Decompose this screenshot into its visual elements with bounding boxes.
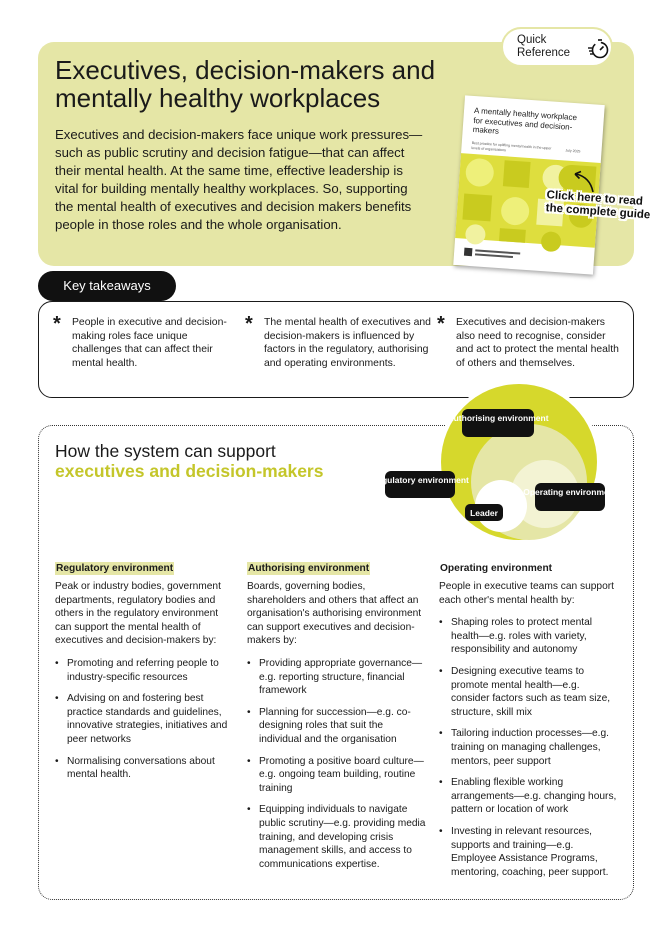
list-item: • Designing executive teams to promote mental health—e.g. consider factors such as team size, structure, skill mix: [439, 665, 619, 719]
guide-cover-date: July 2025: [565, 148, 581, 154]
environment-diagram: [371, 380, 665, 550]
intro-paragraph: Executives and decision-makers face unique work pressures—such as public scrutiny and decision fatigue—that can affect their mental health. At the same time, effective leadership is vital for building mentally healthy workplaces. So, supporting the mental health of executives and decision makers benefits people in those roles and the whole organisation.: [55, 127, 423, 232]
takeaway-item: People in executive and decision-making roles face unique challenges that can affect their mental health.: [72, 317, 227, 369]
list-item: • Investing in relevant resources, supports and training—e.g. Employee Assistance Programs, mentoring, coaching, peer support.: [439, 825, 619, 879]
diagram-label-regulatory: Regulatory environment: [371, 475, 469, 485]
guide-cover-logo: [464, 248, 524, 260]
authorising-column: [247, 562, 427, 879]
page-title: Executives, decision-makers and mentally healthy workplaces: [55, 55, 436, 113]
list-item: • Tailoring induction processes—e.g. training on managing challenges, mentors, peer support: [439, 727, 619, 768]
read-guide-link[interactable]: Click here to read the complete guide: [545, 189, 651, 222]
takeaway-item: Executives and decision-makers also need to recognise, consider and act to protect the mental health of others and themselves.: [456, 317, 619, 369]
list-item: • Enabling flexible working arrangements—e.g. changing hours, pattern or location of work: [439, 776, 619, 817]
list-item: • Advising on and fostering best practice standards and guidelines, innovative strategies, initiatives and peer networks: [55, 692, 235, 746]
bullet-list: [439, 616, 619, 879]
list-item: • Promoting a positive board culture—e.g. ongoing team building, routine training: [247, 755, 427, 796]
quick-reference-badge: [501, 27, 613, 67]
diagram-label-authorising: Authorising environment: [447, 413, 549, 423]
column-heading: Regulatory environment: [56, 563, 174, 574]
regulatory-column: [55, 562, 235, 790]
guide-cover-subtitle: Best practice for uplifting mental health in the upper levels of organisations: [471, 140, 552, 152]
column-intro: People in executive teams can support each other's mental health by:: [439, 581, 614, 606]
asterisk-icon: *: [53, 313, 61, 335]
diagram-label-leader: Leader: [470, 508, 498, 518]
list-item: • Shaping roles to protect mental health—e.g. roles with variety, responsibility and autonomy: [439, 616, 619, 657]
asterisk-icon: *: [437, 313, 445, 335]
bullet-list: [55, 657, 235, 782]
column-heading: Authorising environment: [248, 563, 370, 574]
operating-column: [439, 562, 619, 887]
quick-reference-label: Quick Reference: [517, 34, 571, 59]
list-item: • Planning for succession—e.g. co-designing roles that suit the individual and the organisation: [247, 706, 427, 747]
list-item: • Promoting and referring people to industry-specific resources: [55, 657, 235, 684]
column-intro: Peak or industry bodies, government departments, regulatory bodies and others in the regulatory environment can support the mental health of executives and decision-makers by:: [55, 581, 221, 647]
list-item: • Normalising conversations about mental health.: [55, 755, 235, 782]
section-subtitle: executives and decision-makers: [55, 461, 324, 481]
stopwatch-icon: [587, 36, 611, 60]
column-intro: Boards, governing bodies, shareholders and others that affect an organisation's authorising environment can support executives and decision-makers by:: [247, 581, 422, 647]
section-title: How the system can support: [55, 441, 276, 461]
takeaway-item: The mental health of executives and decision-makers is influenced by factors in the regulatory, authorising and operating environments.: [264, 317, 431, 369]
asterisk-icon: *: [245, 313, 253, 335]
diagram-label-operating: Operating environment: [523, 487, 617, 497]
guide-cover-title: A mentally healthy workplace for executives and decision-makers: [472, 105, 578, 136]
list-item: • Equipping individuals to navigate public scrutiny—e.g. providing media training, and developing crisis management skills, and access to communications expertise.: [247, 803, 427, 871]
key-takeaways-label: Key takeaways: [38, 271, 176, 301]
column-heading: Operating environment: [440, 563, 553, 574]
bullet-list: [247, 657, 427, 871]
list-item: • Providing appropriate governance—e.g. reporting structure, financial framework: [247, 657, 427, 698]
